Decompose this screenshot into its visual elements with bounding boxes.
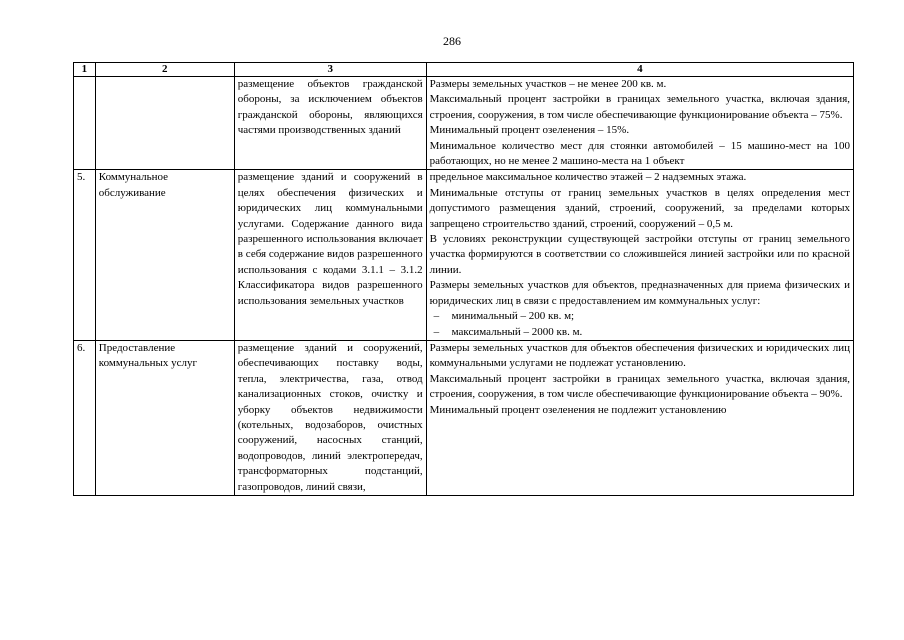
list-item: – минимальный – 200 кв. м; xyxy=(430,309,850,324)
page-number: 286 xyxy=(443,34,461,48)
header-row xyxy=(74,63,854,77)
row-description: размещение зданий и сооружений, обеспечивающих поставку воды, тепла, электричества, газа, отвод канализационных стоков, очистку и уборку объектов недвижимости (котельных, водозаборов, очистных сооружений, насосных станций, водопроводов, линий электропередач, трансформаторных подстанций, газопроводов, линий связи, xyxy=(234,340,426,495)
list-item: – максимальный – 2000 кв. м. xyxy=(430,325,850,340)
row-params xyxy=(426,340,853,495)
row-params xyxy=(426,170,853,340)
row-name xyxy=(95,77,234,170)
row-number: 6. xyxy=(74,340,96,495)
row-number xyxy=(74,77,96,170)
param-text: Размеры земельных участков для объектов, предназначенных для приема физических и юридических лиц в связи с предоставлением им коммунальных услуг: xyxy=(429,279,850,307)
param-text: Минимальные отступы от границ земельных участков в целях определения мест допустимого размещения зданий, строений, сооружений, за пределами которых запрещено строительство зданий, строений, сооружений – 0,5 м. xyxy=(429,186,850,230)
header-col-3: 3 xyxy=(234,63,426,77)
param-text: предельное максимальное количество этажей – 2 надземных этажа. xyxy=(429,171,747,184)
zoning-table xyxy=(73,62,854,496)
table-row xyxy=(74,170,854,340)
row-description: размещение зданий и сооружений в целях обеспечения физических и юридических лиц коммунальными услугами. Содержание данного вида разрешенного использования включает в себя содержание видов разрешенного использования с кодами 3.1.1 – 3.1.2 Классификатора видов разрешенного использования земельных участков xyxy=(234,170,426,340)
param-text: Минимальное количество мест для стоянки автомобилей – 15 машино-мест на 100 работающих, но не менее 2 машино-места на 1 объект xyxy=(429,139,850,168)
table-row xyxy=(74,340,854,495)
param-text: Максимальный процент застройки в границах земельного участка, включая здания, строения, сооружения, в том числе обеспечивающие функционирование объекта – 75%. xyxy=(429,93,850,121)
header-col-4: 4 xyxy=(426,63,853,77)
param-text: В условиях реконструкции существующей застройки отступы от границ земельного участка формируются в соответствии со сложившейся линией застройки или по красной линии. xyxy=(429,233,850,276)
row-params xyxy=(426,77,853,170)
param-text: Минимальный процент озеленения не подлежит установлению xyxy=(429,403,727,416)
row-number: 5. xyxy=(74,170,96,340)
row-description: размещение объектов гражданской обороны, за исключением объектов гражданской обороны, являющихся частями производственных зданий xyxy=(234,77,426,170)
header-col-2: 2 xyxy=(95,63,234,77)
param-text: Размеры земельных участков для объектов обеспечения физических и юридических лиц коммунальными услугами не подлежат установлению. xyxy=(429,341,850,370)
row-name: Предоставление коммунальных услуг xyxy=(95,340,234,495)
header-col-1: 1 xyxy=(74,63,96,77)
param-text: Размеры земельных участков – не менее 200 кв. м. xyxy=(429,78,667,90)
table-row xyxy=(74,77,854,170)
row-name: Коммунальное обслуживание xyxy=(95,170,234,340)
param-text: Максимальный процент застройки в границах земельного участка, включая здания, строения, сооружения, в том числе обеспечивающие функционирование объекта – 90%. xyxy=(429,372,850,401)
param-text: Минимальный процент озеленения – 15%. xyxy=(429,124,630,137)
